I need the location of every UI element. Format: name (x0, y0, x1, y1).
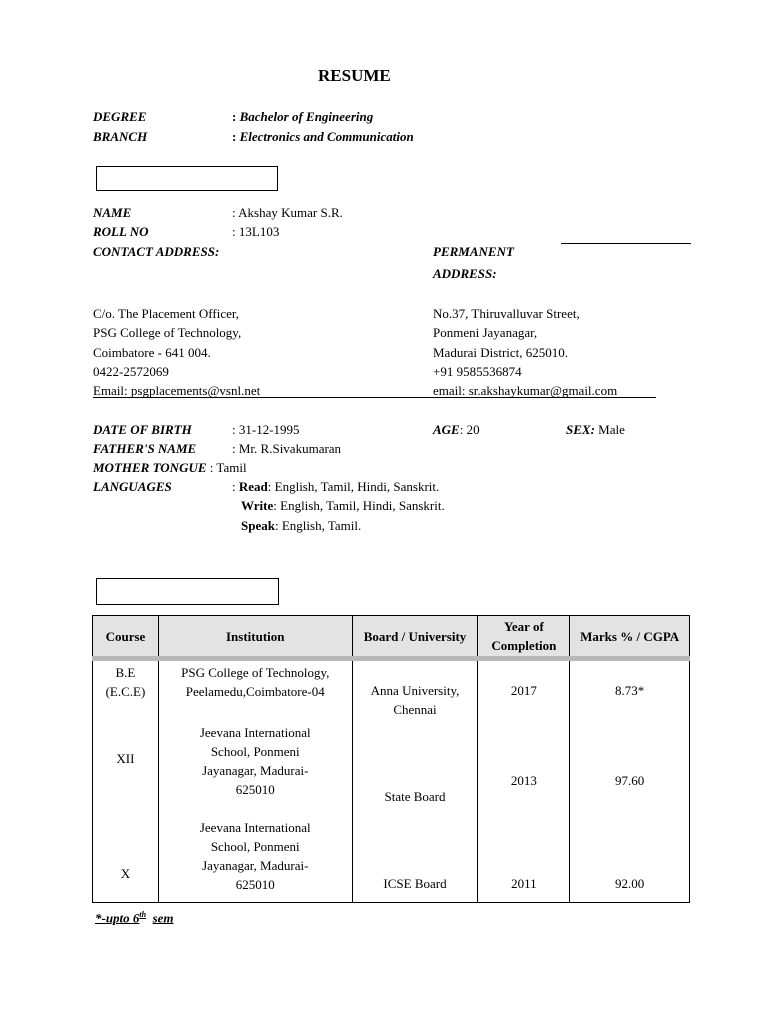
header-course: Course (93, 616, 159, 659)
cell-institution: Jeevana International School, Ponmeni Jayanagar, Madurai-625010 (158, 721, 352, 816)
father-value: Mr. R.Sivakumaran (238, 441, 342, 456)
write-label: Write (241, 498, 274, 513)
branch-value: Electronics and Communication (239, 129, 414, 144)
table-row (93, 721, 690, 816)
cell-institution: Jeevana International School, Ponmeni Jayanagar, Madurai-625010 (158, 816, 352, 902)
permanent-line-3: Madurai District, 625010. (433, 345, 569, 360)
table-row (93, 659, 690, 722)
permanent-address-label-1: PERMANENT (433, 244, 514, 259)
table-header-row (93, 616, 690, 659)
branch-label: BRANCH (93, 129, 148, 144)
footnote-suffix: sem (152, 910, 174, 926)
cell-institution: PSG College of Technology, Peelamedu,Coimbatore-04 (158, 659, 352, 722)
section-heading-box-education (96, 578, 279, 605)
write-value: English, Tamil, Hindi, Sanskrit. (280, 498, 445, 513)
address-underline (93, 397, 656, 398)
footnote-prefix: *-upto 6 (95, 910, 140, 926)
cell-course: X (93, 816, 159, 902)
dob-value: 31-12-1995 (238, 422, 300, 437)
footnote (95, 910, 174, 926)
cell-board: ICSE Board (352, 816, 478, 902)
cell-year: 2011 (478, 816, 570, 902)
speak-value: English, Tamil. (281, 518, 362, 533)
sex-label: SEX: (566, 422, 595, 437)
roll-label: ROLL NO (93, 224, 149, 239)
cell-course: XII (93, 721, 159, 816)
contact-line-1: C/o. The Placement Officer, (93, 306, 239, 321)
cell-year: 2017 (478, 659, 570, 722)
permanent-email: email: sr.akshaykumar@gmail.com (433, 383, 618, 398)
permanent-line-2: Ponmeni Jayanagar, (433, 325, 538, 340)
read-value: English, Tamil, Hindi, Sanskrit. (274, 479, 440, 494)
page-title: RESUME (318, 66, 391, 85)
contact-line-3: Coimbatore - 641 004. (93, 345, 211, 360)
dob-label: DATE OF BIRTH (93, 422, 192, 437)
cell-marks: 8.73* (570, 659, 690, 722)
age-label: AGE (433, 422, 460, 437)
tongue-value: Tamil (216, 460, 247, 475)
permanent-line-1: No.37, Thiruvalluvar Street, (433, 306, 580, 321)
roll-value: 13L103 (238, 224, 280, 239)
permanent-address-label-2: ADDRESS (433, 266, 493, 281)
cell-marks: 97.60 (570, 721, 690, 816)
header-year: Year of Completion (478, 616, 570, 659)
languages-label: LANGUAGES (93, 479, 172, 494)
contact-email: Email: psgplacements@vsnl.net (93, 383, 261, 398)
education-table (92, 615, 690, 903)
header-institution: Institution (158, 616, 352, 659)
tongue-label: MOTHER TONGUE (93, 460, 207, 475)
cell-year: 2013 (478, 721, 570, 816)
footnote-sup: th (139, 910, 147, 919)
cell-board: State Board (352, 721, 478, 816)
speak-label: Speak (241, 518, 275, 533)
cell-marks: 92.00 (570, 816, 690, 902)
degree-value: Bachelor of Engineering (239, 109, 374, 124)
contact-line-4: 0422-2572069 (93, 364, 169, 379)
table-row (93, 816, 690, 902)
read-label: Read (238, 479, 268, 494)
father-label: FATHER'S NAME (93, 441, 197, 456)
header-marks: Marks % / CGPA (570, 616, 690, 659)
contact-line-2: PSG College of Technology, (93, 325, 242, 340)
cell-board: Anna University, Chennai (352, 659, 478, 722)
permanent-line-4: +91 9585536874 (433, 364, 522, 379)
cell-course: B.E (E.C.E) (93, 659, 159, 722)
age-value: 20 (466, 422, 480, 437)
section-heading-box-personal (96, 166, 278, 191)
name-value: Akshay Kumar S.R. (238, 205, 343, 220)
sex-value: Male (598, 422, 625, 437)
header-board: Board / University (352, 616, 478, 659)
contact-address-label: CONTACT ADDRESS (93, 244, 215, 259)
name-label: NAME (93, 205, 132, 220)
divider-line (561, 243, 691, 244)
degree-label: DEGREE (93, 109, 147, 124)
